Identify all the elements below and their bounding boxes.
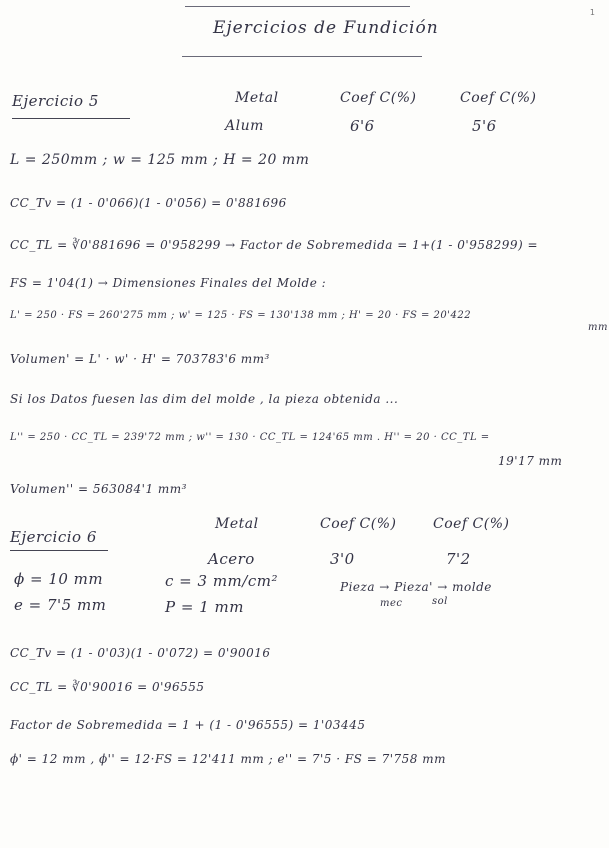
ex6-col-metal: Metal <box>215 516 259 532</box>
ex6-e: e = 7'5 mm <box>14 596 107 614</box>
ex6-phi: ϕ = 10 mm <box>14 570 104 588</box>
ex6-final: ϕ' = 12 mm , ϕ'' = 12·FS = 12'411 mm ; e'' = 7'5 · FS = 7'758 mm <box>10 752 446 766</box>
ex6-heading-underline <box>10 550 108 551</box>
ex5-volumen1: Volumen' = L' · w' · H' = 703783'6 mm³ <box>10 352 270 366</box>
page-title: Ejercicios de Fundición <box>213 18 439 38</box>
ex6-heading: Ejercicio 6 <box>10 528 97 546</box>
ex5-heading: Ejercicio 5 <box>12 92 99 110</box>
ex6-flow-sub-mec: mec <box>380 598 403 609</box>
ex6-cctv: CC_Tv = (1 - 0'03)(1 - 0'072) = 0'90016 <box>10 646 271 660</box>
ex5-dimensions: L = 250mm ; w = 125 mm ; H = 20 mm <box>10 152 310 168</box>
ex5-col-metal: Metal <box>235 90 279 106</box>
page-number: 1 <box>589 8 595 17</box>
ex5-metal: Alum <box>225 118 264 134</box>
ex5-col-coef1: Coef C(%) <box>340 90 417 106</box>
title-bottom-rule <box>182 56 422 57</box>
ex5-final-dims: L' = 250 · FS = 260'275 mm ; w' = 125 · FS = 130'138 mm ; H' = 20 · FS = 20'422 <box>10 310 472 321</box>
ex5-coef2: 5'6 <box>472 117 497 135</box>
ex6-flow-sub-sol: sol <box>432 596 448 607</box>
ex5-pieza-h: 19'17 mm <box>498 454 563 468</box>
ex5-cctv: CC_Tv = (1 - 0'066)(1 - 0'056) = 0'881696 <box>10 196 287 210</box>
ex6-c: c = 3 mm/cm² <box>165 572 278 590</box>
ex5-volumen2: Volumen'' = 563084'1 mm³ <box>10 482 187 496</box>
ex5-final-dims-unit: mm <box>588 322 608 333</box>
ex6-factor: Factor de Sobremedida = 1 + (1 - 0'96555) = 1'03445 <box>10 718 366 732</box>
ex5-col-coef2: Coef C(%) <box>460 90 537 106</box>
ex6-cctl: CC_TL = ∛0'90016 = 0'96555 <box>10 680 205 694</box>
ex5-coef1: 6'6 <box>350 117 375 135</box>
ex6-col-coef2: Coef C(%) <box>433 516 510 532</box>
ex5-cctl: CC_TL = ∛0'881696 = 0'958299 → Factor de Sobremedida = 1+(1 - 0'958299) = <box>10 238 539 252</box>
ex5-note: Si los Datos fuesen las dim del molde , la pieza obtenida ... <box>10 392 399 406</box>
ex6-coef1: 3'0 <box>330 550 355 568</box>
ex6-p: P = 1 mm <box>165 598 244 616</box>
title-top-rule <box>185 6 410 7</box>
ex6-coef2: 7'2 <box>446 550 471 568</box>
ex6-flow: Pieza → Pieza' → molde <box>340 580 492 594</box>
ex5-heading-underline <box>12 118 130 119</box>
ex6-metal: Acero <box>208 550 255 568</box>
ex6-col-coef1: Coef C(%) <box>320 516 397 532</box>
ex5-pieza: L'' = 250 · CC_TL = 239'72 mm ; w'' = 130 · CC_TL = 124'65 mm . H'' = 20 · CC_TL = <box>10 432 490 443</box>
ex5-fs: FS = 1'04(1) → Dimensiones Finales del Molde : <box>10 276 327 290</box>
